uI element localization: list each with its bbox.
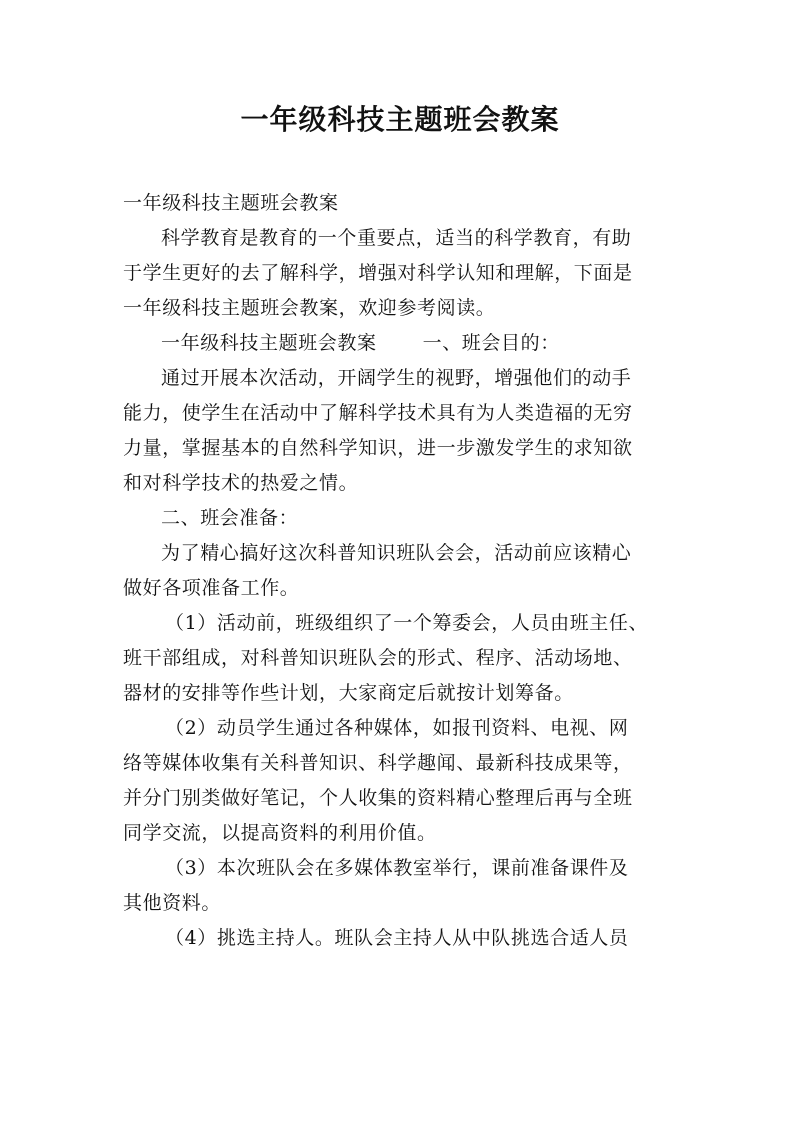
prep-intro-line-1: 为了精心搞好这次科普知识班队会会，活动前应该精心 — [161, 542, 632, 564]
subtitle-line: 一年级科技主题班会教案 — [123, 192, 339, 214]
prep-item-1-line-3: 器材的安排等作些计划，大家商定后就按计划筹备。 — [123, 682, 574, 704]
goal-line-2: 能力，使学生在活动中了解科学技术具有为人类造福的无穷 — [123, 402, 633, 424]
section-heading-goal: 一、班会目的： — [422, 332, 560, 354]
prep-item-3-line-2: 其他资料。 — [123, 892, 222, 914]
intro-line-1: 科学教育是教育的一个重要点，适当的科学教育，有助 — [161, 227, 632, 249]
goal-line-4: 和对科学技术的热爱之情。 — [123, 472, 359, 494]
prep-item-3-line-1: （3）本次班队会在多媒体教室举行，课前准备课件及 — [165, 857, 629, 879]
goal-line-1: 通过开展本次活动，开阔学生的视野，增强他们的动手 — [161, 367, 632, 389]
prep-intro-line-2: 做好各项准备工作。 — [123, 577, 300, 599]
section-heading-line — [123, 326, 683, 361]
prep-item-1-line-1: （1）活动前，班级组织了一个筹委会，人员由班主任、 — [165, 612, 649, 634]
prep-item-4-line-1: （4）挑选主持人。班队会主持人从中队挑选合适人员 — [165, 927, 629, 949]
prep-item-1-line-2: 班干部组成，对科普知识班队会的形式、程序、活动场地、 — [123, 647, 633, 669]
intro-line-3: 一年级科技主题班会教案，欢迎参考阅读。 — [123, 297, 496, 319]
goal-line-3: 力量，掌握基本的自然科学知识，进一步激发学生的求知欲 — [123, 437, 633, 459]
document-title: 一年级科技主题班会教案 — [240, 103, 560, 136]
section-title-prefix: 一年级科技主题班会教案 — [161, 332, 377, 354]
intro-line-2: 于学生更好的去了解科学，增强对科学认知和理解，下面是 — [123, 262, 633, 284]
prep-item-2-line-3: 并分门别类做好笔记，个人收集的资料精心整理后再与全班 — [123, 787, 633, 809]
prep-item-2-line-2: 络等媒体收集有关科普知识、科学趣闻、最新科技成果等， — [123, 752, 633, 774]
prep-item-2-line-1: （2）动员学生通过各种媒体，如报刊资料、电视、网 — [165, 717, 629, 739]
document-body — [123, 186, 683, 956]
section-heading-prep: 二、班会准备： — [161, 507, 299, 529]
prep-item-2-line-4: 同学交流，以提高资料的利用价值。 — [123, 822, 437, 844]
